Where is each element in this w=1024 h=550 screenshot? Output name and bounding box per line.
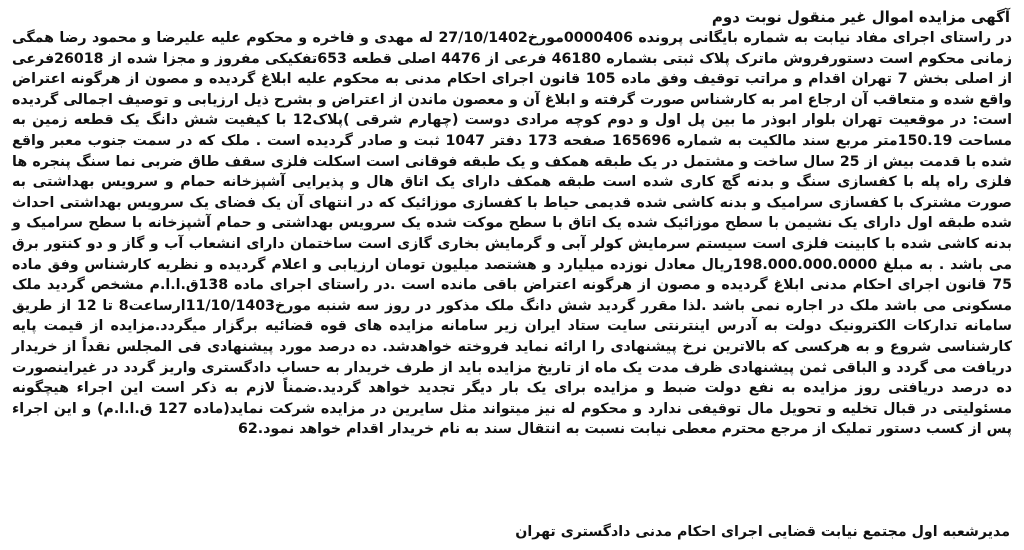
notice-signature: مدیرشعبه اول مجتمع نیابت قضایی اجرای احکام مدنی دادگستری تهران [515, 524, 1010, 540]
auction-notice [10, 6, 1014, 544]
notice-body: در راستای اجرای مفاد نیابت به شماره بایگانی پرونده 0000406مورخ27/10/1402 له مهدی و فاخره و محکوم علیه علیرضا و محمود رضا همگی زمانی محکوم است دستورفروش ماترک پلاک ثبتی بشماره 46180 فرعی از 4476 اصلی قطعه 653تفکیکی مفروز و مجزا شده از 26018فرعی از اصلی بخش 7 تهران اقدام و مراتب توقیف وفق ماده 105 قانون اجرای احکام مدنی به محکوم علیه ابلاغ گردیده و مصون از هرگونه اعتراض واقع شده و متعاقب آن ارجاع امر به کارشناس صورت گرفته و ابلاغ آن و معصون ماندن از اعتراض و بشرح ذیل ارزیابی و توصیف اجمالی گردیده است: در موقعیت تهران بلوار ابوذر ما بین پل اول و دوم کوچه مرادی دوست (چهارم شرقی )پلاک12 با کیفیت شش دانگ یک قطعه زمین به مساحت 150.19متر مربع سند مالکیت به شماره 165696 صفحه 173 دفتر 1047 ثبت و صادر گردیده است . ملک که در سمت جنوب معبر واقع شده با قدمت بیش از 25 سال ساخت و مشتمل در یک طبقه همکف و یک طبقه فوقانی است اسکلت فلزی سقف طاق ضربی نما سنگ پنجره ها فلزی راه پله با کفسازی سنگ و بدنه گچ کاری شده است طبقه همکف دارای یک اتاق هال و پذیرایی آشپزخانه حمام و سرویس بهداشتی به صورت مشترک با کفسازی سرامیک و بدنه کاشی شده قدیمی حیاط با کفسازی موزائیک که در انتهای آن یک فضای یک سرویس بهداشتی احداث شده طبقه اول دارای یک نشیمن با سطح موزائیک شده یک اتاق با سطح موکت شده یک سرویس بهداشتی و حمام آشپزخانه با سطح سرامیک و بدنه کاشی شده با کابینت فلزی است سیستم سرمایش کولر آبی و گرمایش بخاری گازی است ساختمان دارای انشعاب آب و گاز و دو کنتور برق می باشد . به مبلغ 198.000.000.0000ریال معادل نوزده میلیارد و هشتصد میلیون تومان ارزیابی و اعلام گردیده و نظریه کارشناس وفق ماده 75 قانون اجرای احکام مدنی ابلاغ گردیده و مصون از هرگونه اعتراض باقی مانده است .در راستای اجرای ماده 138ق.ا.ا.م مشخص گردید ملک مسکونی می باشد ملک در اجاره نمی باشد .لذا مقرر گردید شش دانگ ملک مذکور در روز سه شنبه مورخ11/10/1403ارساعت8 تا 12 از طریق سامانه تدارکات الکترونیک دولت به آدرس اینترنتی سایت ستاد ایران زیر سامانه مزایده های قوه قضائیه برگزار میگردد.مزایده از قیمت پایه کارشناسی شروع و به هرکسی که بالاترین نرخ پیشنهادی را ارائه نماید فروخته خواهدشد. ده درصد مورد پیشنهادی فی المجلس نقداً از خریدار دریافت می گردد و الباقی ثمن پیشنهادی ظرف مدت یک ماه از تاریخ مزایده باید از طرف خریدار به حساب دادگستری واریز گردد در غیراینصورت ده درصد دریافتی روز مزایده به نفع دولت ضبط و مزایده برای یک بار دیگر تجدید خواهد گردید.ضمناً لازم به ذکر است این اجراء هیچگونه مسئولیتی در قبال تخلیه و تحویل مال توقیفی ندارد و محکوم له نیز میتواند مثل سایرین در مزایده شرکت نماید(ماده 127 ق.ا.ا.م) و این اجراء پس از کسب دستور تملیک از مرجع محترم معطی نیابت نسبت به انتقال سند به نام خریدار اقدام خواهد نمود.62 [12, 30, 1013, 438]
notice-title: آگهی مزایده اموال غیر منقول نوبت دوم [711, 8, 1010, 26]
